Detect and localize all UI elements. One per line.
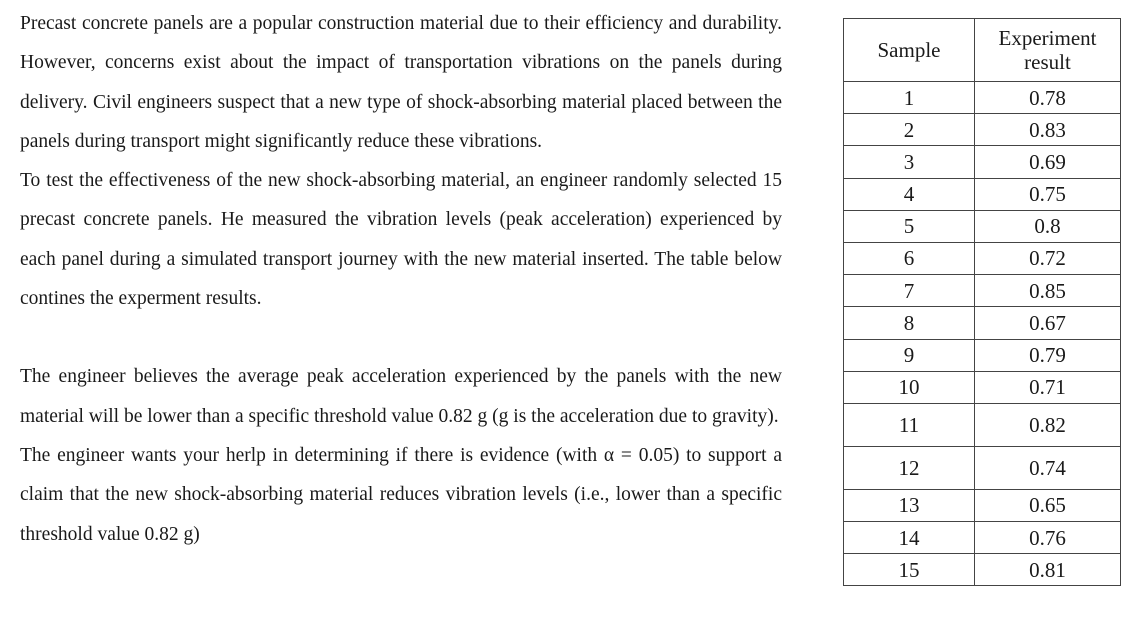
- sample-number-cell: 12: [844, 446, 975, 489]
- table-row: [844, 554, 1121, 586]
- table-row: [844, 307, 1121, 339]
- experiment-result-cell: 0.75: [975, 178, 1121, 210]
- sample-number-cell: 13: [844, 489, 975, 521]
- sample-number-cell: 6: [844, 242, 975, 274]
- table-row: [844, 114, 1121, 146]
- paragraph-intro: Precast concrete panels are a popular construction material due to their efficiency and durability. However, concerns exist about the impact of transportation vibrations on the panels during delivery. Civil engineers suspect that a new type of shock-absorbing material placed between the panels during transport might significantly reduce these vibrations.: [20, 13, 782, 152]
- experiment-result-cell: 0.67: [975, 307, 1121, 339]
- table-row: [844, 489, 1121, 521]
- sample-number-cell: 7: [844, 275, 975, 307]
- sample-number-cell: 2: [844, 114, 975, 146]
- sample-number-cell: 10: [844, 371, 975, 403]
- table-header-row: [844, 19, 1121, 82]
- sample-number-cell: 8: [844, 307, 975, 339]
- table-row: [844, 178, 1121, 210]
- sample-number-cell: 14: [844, 522, 975, 554]
- table-row: [844, 242, 1121, 274]
- sample-number-cell: 5: [844, 210, 975, 242]
- experiment-result-cell: 0.69: [975, 146, 1121, 178]
- sample-number-cell: 11: [844, 403, 975, 446]
- paragraph-hypothesis: The engineer believes the average peak acceleration experienced by the panels with the new material will be lower than a specific threshold value 0.82 g (g is the acceleration due to gravity).: [20, 366, 782, 427]
- experiment-result-cell: 0.83: [975, 114, 1121, 146]
- paragraph-request: The engineer wants your herlp in determining if there is evidence (with α = 0.05) to support a claim that the new shock-absorbing material reduces vibration levels (i.e., lower than a specific threshold value 0.82 g): [20, 444, 782, 545]
- experiment-result-cell: 0.85: [975, 275, 1121, 307]
- table-body: [844, 82, 1121, 586]
- table-row: [844, 371, 1121, 403]
- experiment-result-cell: 0.81: [975, 554, 1121, 586]
- experiment-result-cell: 0.74: [975, 446, 1121, 489]
- experiment-result-cell: 0.82: [975, 403, 1121, 446]
- table-row: [844, 146, 1121, 178]
- table-row: [844, 82, 1121, 114]
- experiment-result-cell: 0.79: [975, 339, 1121, 371]
- sample-number-cell: 4: [844, 178, 975, 210]
- sample-number-cell: 9: [844, 339, 975, 371]
- table-row: [844, 210, 1121, 242]
- experiment-results-table: [843, 18, 1121, 586]
- table-row: [844, 403, 1121, 446]
- sample-number-cell: 1: [844, 82, 975, 114]
- experiment-result-cell: 0.78: [975, 82, 1121, 114]
- table-row: [844, 446, 1121, 489]
- sample-number-cell: 15: [844, 554, 975, 586]
- header-experiment-result: Experiment result: [975, 19, 1121, 82]
- header-sample: Sample: [844, 19, 975, 82]
- problem-statement: [20, 4, 782, 554]
- sample-number-cell: 3: [844, 146, 975, 178]
- table-row: [844, 522, 1121, 554]
- experiment-result-cell: 0.65: [975, 489, 1121, 521]
- table-row: [844, 275, 1121, 307]
- experiment-result-cell: 0.76: [975, 522, 1121, 554]
- table-row: [844, 339, 1121, 371]
- experiment-result-cell: 0.71: [975, 371, 1121, 403]
- experiment-result-cell: 0.72: [975, 242, 1121, 274]
- experiment-result-cell: 0.8: [975, 210, 1121, 242]
- paragraph-spacer: [20, 318, 782, 357]
- paragraph-method: To test the effectiveness of the new shock-absorbing material, an engineer randomly selected 15 precast concrete panels. He measured the vibration levels (peak acceleration) experienced by each panel during a simulated transport journey with the new material inserted. The table below contines the experment results.: [20, 170, 782, 310]
